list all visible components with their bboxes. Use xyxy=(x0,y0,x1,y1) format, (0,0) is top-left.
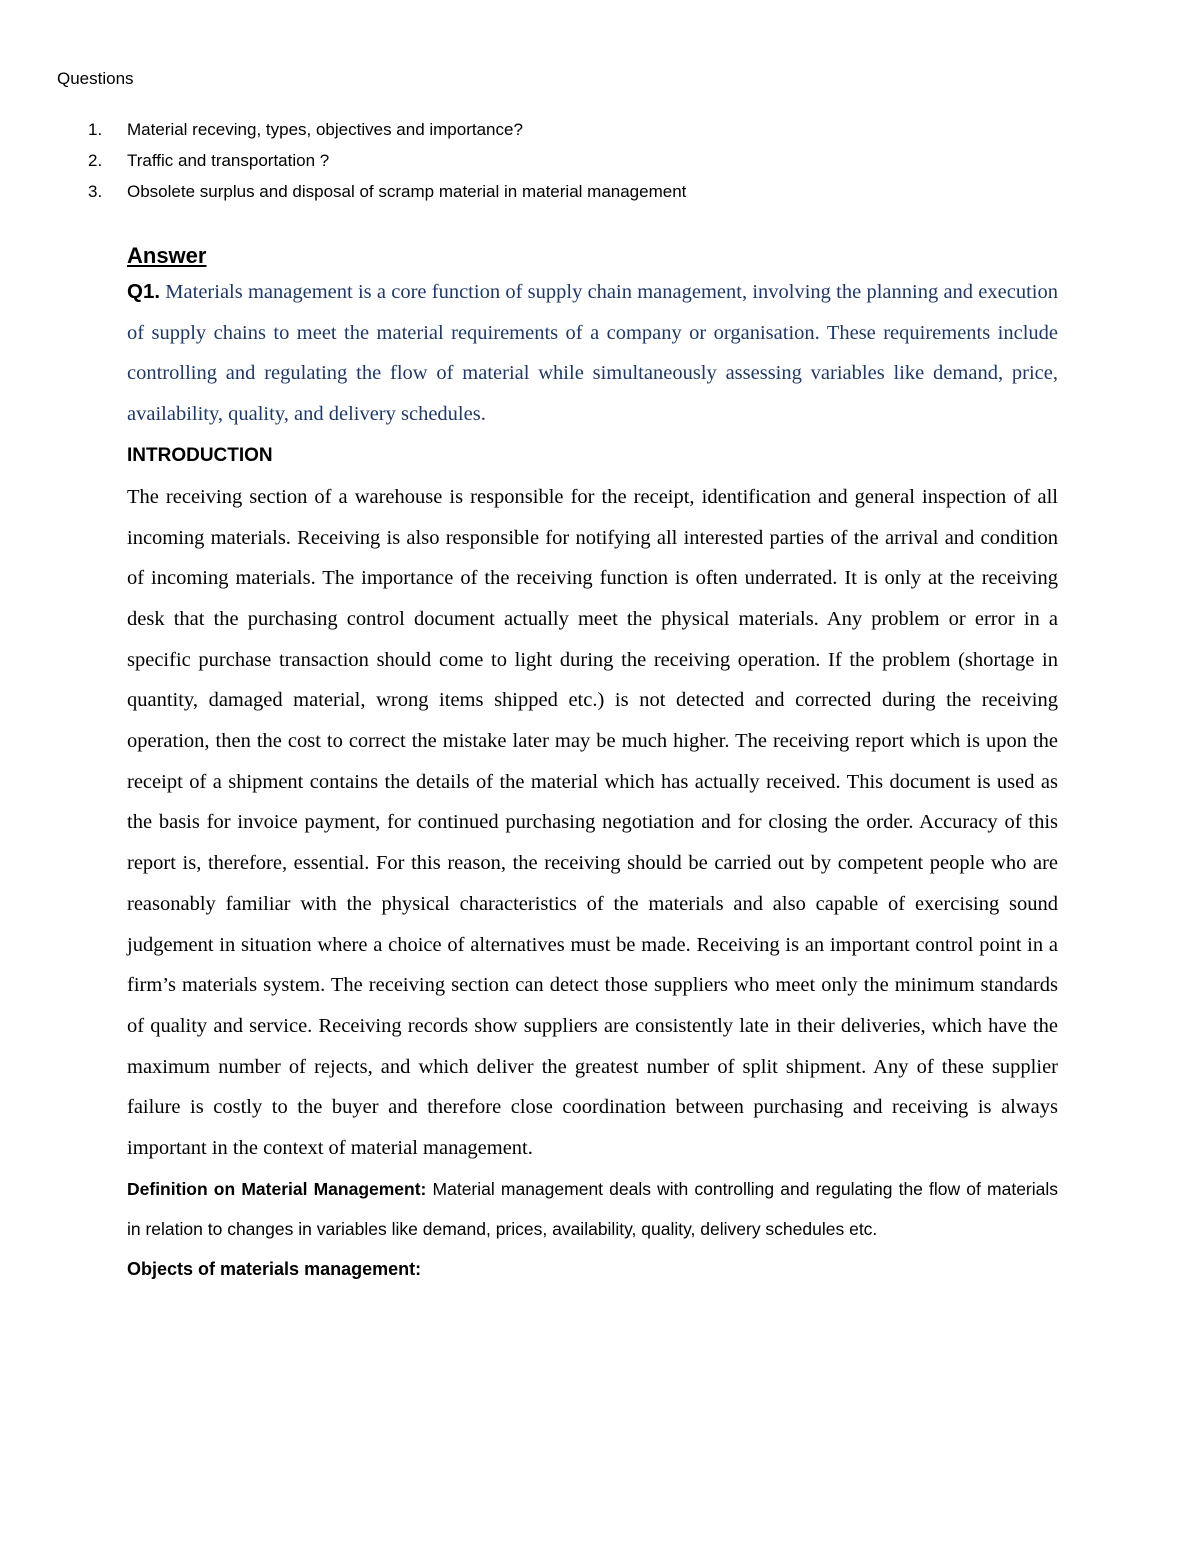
question-item xyxy=(88,118,686,149)
q1-label: Q1. xyxy=(127,280,161,303)
definition-text: Material management deals with controlling and regulating the flow of materials in relation to changes in variables like demand, prices, availability, quality, delivery schedules etc. xyxy=(127,1178,1059,1239)
question-text: Material receving, types, objectives and importance? xyxy=(127,120,523,139)
question-number: 2. xyxy=(88,151,103,170)
answer-section xyxy=(127,240,1058,1289)
question-number: 1. xyxy=(88,120,103,139)
q1-paragraph xyxy=(127,272,1058,435)
definition-label: Definition on Material Management: xyxy=(127,1178,427,1199)
question-item xyxy=(88,149,686,180)
questions-list xyxy=(88,118,686,211)
question-item xyxy=(88,180,686,211)
definition-paragraph xyxy=(127,1169,1058,1249)
question-text: Obsolete surplus and disposal of scramp material in material management xyxy=(127,182,687,201)
introduction-heading: INTRODUCTION xyxy=(127,444,273,466)
introduction-paragraph: The receiving section of a warehouse is responsible for the receipt, identification and general inspection of all incoming materials. Receiving is also responsible for notifying all interested parties of the arrival and condition of incoming materials. The importance of the receiving function is often underrated. It is only at the receiving desk that the purchasing control document actually meet the physical materials. Any problem or error in a specific purchase transaction should come to light during the receiving operation. If the problem (shortage in quantity, damaged material, wrong items shipped etc.) is not detected and corrected during the receiving operation, then the cost to correct the mistake later may be much higher. The receiving report which is upon the receipt of a shipment contains the details of the material which has actually received. This document is used as the basis for invoice payment, for continued purchasing negotiation and for closing the order. Accuracy of this report is, therefore, essential. For this reason, the receiving should be carried out by competent people who are reasonably familiar with the physical characteristics of the materials and also capable of exercising sound judgement in situation where a choice of alternatives must be made. Receiving is an important control point in a firm’s materials system. The receiving section can detect those suppliers who meet only the minimum standards of quality and service. Receiving records show suppliers are consistently late in their deliveries, which have the maximum number of rejects, and which deliver the greatest number of split shipment. Any of these supplier failure is costly to the buyer and therefore close coordination between purchasing and receiving is always important in the context of material management. xyxy=(127,485,1058,1160)
q1-text: Materials management is a core function of supply chain management, involving the planning and execution of supply chains to meet the material requirements of a company or organisation. These requirements include controlling and regulating the flow of material while simultaneously assessing variables like demand, price, availability, quality, and delivery schedules. xyxy=(127,281,1058,426)
questions-heading: Questions xyxy=(57,69,134,88)
question-text: Traffic and transportation ? xyxy=(127,151,330,170)
objects-heading: Objects of materials management: xyxy=(127,1258,422,1279)
answer-title: Answer xyxy=(127,243,207,268)
question-number: 3. xyxy=(88,182,103,201)
